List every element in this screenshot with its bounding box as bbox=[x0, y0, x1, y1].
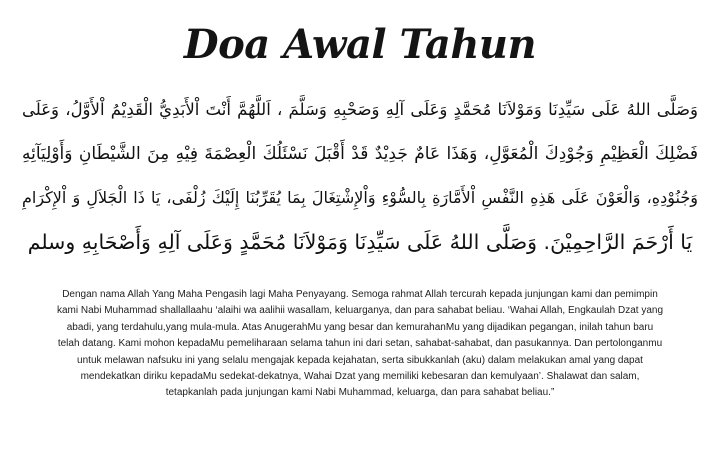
translation-line: telah datang. Kami mohon kepadaMu pemeliharaan selama tahun ini dari setan, sahabat-sahabat, dan pasukannya. Dan pertolonganmu bbox=[57, 338, 663, 350]
translation-line: mendekatkan diriku kepadaMu sedekat-dekatnya, Wahai Dzat yang memiliki kebesaran dan kemulyaan’. Shalawat dan salam, bbox=[80, 370, 640, 382]
page-title: Doa Awal Tahun bbox=[183, 21, 537, 68]
translation-line: abadi, yang terdahulu,yang mula-mula. Atas AnugerahMu yang besar dan kemurahanMu yang dijadikan pegangan, inilah tahun baru bbox=[66, 321, 654, 333]
arabic-prayer-text bbox=[22, 88, 698, 264]
arabic-line: يَا أَرْحَمَ الرَّاحِمِيْنَ. وَصَلَّى اللهُ عَلَى سَيِّدِنَا وَمَوْلاَنَا مُحَمَّدٍ وَعَلَى آلِهِ وَأَصْحَابِهِ وسلم bbox=[27, 230, 693, 254]
arabic-line: فَضْلِكَ الْعَظِيْمِ وَجُوْدِكَ الْمُعَوَّلِ، وَهَذَا عَامٌ جَدِيْدٌ قَدْ أَقْبَلَ نَسْئَلُكَ الْعِصْمَةَ فِيْهِ مِنَ الشَّيْطَانِ وَأَوْلِيَآئِهِ bbox=[22, 144, 698, 164]
translation-line: kami Nabi Muhammad shallallaahu ‘alaihi wa aalihii wasallam, keluarganya, dan para sahabat beliau. ‘Wahai Allah, Engkaulah Dzat yang bbox=[56, 305, 664, 317]
translation-line: Dengan nama Allah Yang Maha Pengasih lagi Maha Penyayang. Semoga rahmat Allah tercurah kepada junjungan kami dan pemimpin bbox=[62, 289, 658, 300]
arabic-line: وَصَلَّى اللهُ عَلَى سَيِّدِنَا وَمَوْلاَنَا مُحَمَّدٍ وَعَلَى آلِهِ وَصَحْبِهِ وَسَلَّمَ ، اَللَّهُمَّ أَنْتَ اْلأَبَدِيُّ الْقَدِيْمُ اْلأَوَّلُ، وَعَلَى bbox=[22, 100, 698, 119]
translation-paragraph bbox=[24, 287, 696, 402]
translation-line: tetapkanlah pada junjungan kami Nabi Muhammad, keluarga, dan para sahabat beliau.” bbox=[165, 387, 555, 399]
translation-line: untuk melawan nafsuku ini yang selalu mengajak kepada kejahatan, serta sibukkanlah (aku) dalam melakukan amal yang dapat bbox=[77, 354, 643, 366]
arabic-line: وَجُنُوْدِهِ، وَالْعَوْنَ عَلَى هَذِهِ النَّفْسِ اْلأَمَّارَةِ بِالسُّوْءِ وَاْلإِشْتِغَالَ بِمَا يُقَرِّبُنَا إِلَيْكَ زُلْفَى، يَا ذَا الْجَلاَلِ وَ اْلإِكْرَامِ bbox=[22, 188, 698, 207]
